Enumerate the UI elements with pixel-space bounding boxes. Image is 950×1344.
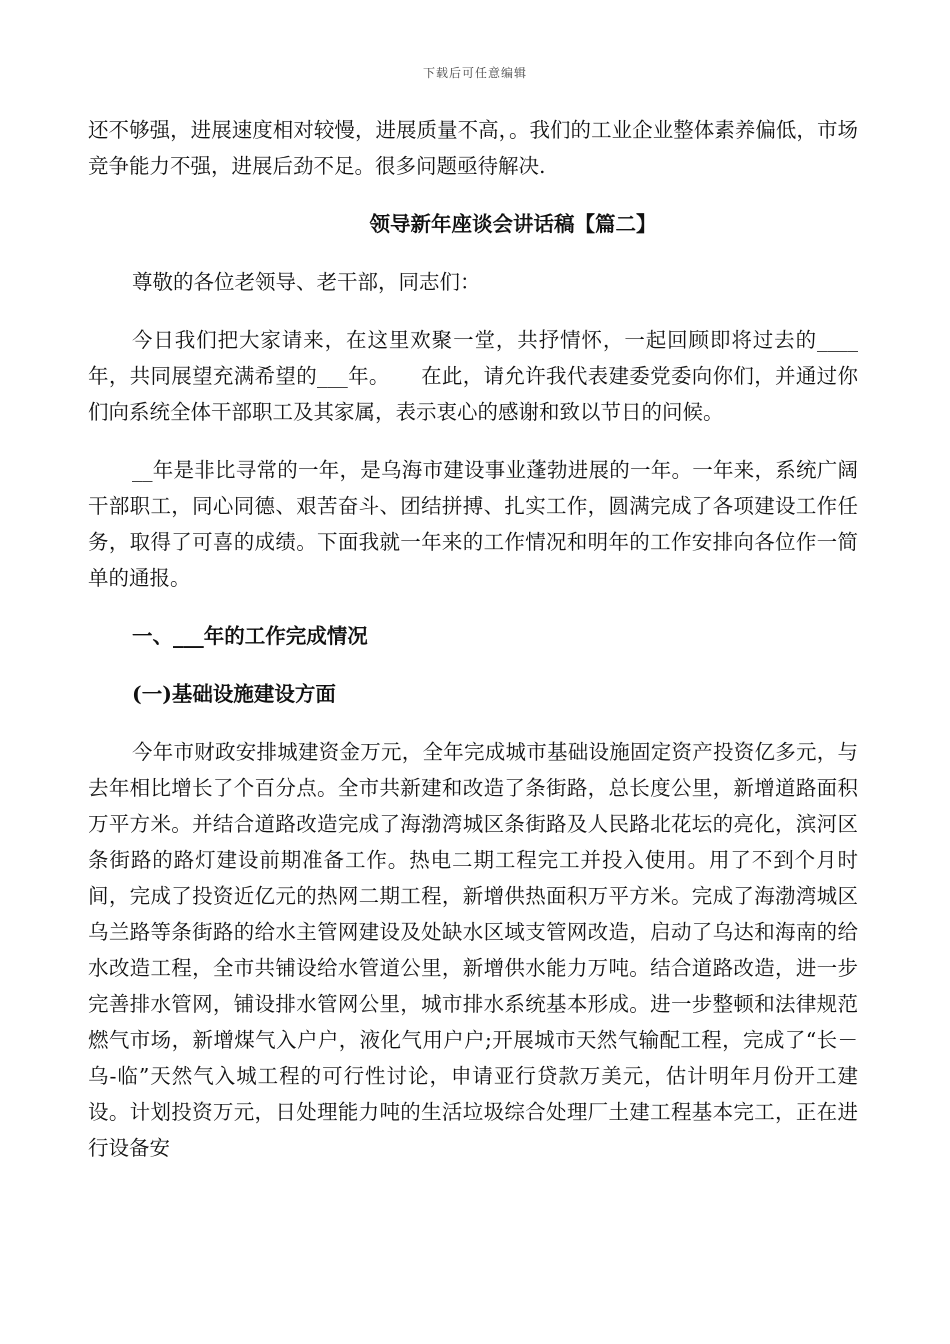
- infrastructure-paragraph: 今年市财政安排城建资金万元，全年完成城市基础设施固定资产投资亿多元，与去年相比增长了个百分点。全市共新建和改造了条街路，总长度公里，新增道路面积万平方米。并结合道路改造完成了海渤湾城区条街路及人民路北花坛的亮化，滨河区条街路的路灯建设前期准备工作。热电二期工程完工并投入使用。用了不到个月时间，完成了投资近亿元的热网二期工程，新增供热面积万平方米。完成了海渤湾城区乌兰路等条街路的给水主管网建设及处缺水区域支管网改造，启动了乌达和海南的给水改造工程，全市共铺设给水管道公里，新增供水能力万吨。结合道路改造，进一步完善排水管网，铺设排水管网公里，城市排水系统基本形成。进一步整顿和法律规范燃气市场，新增煤气入户户，液化气用户户;开展城市天然气输配工程，完成了“长－乌-临”天然气入城工程的可行性讨论，申请亚行贷款万美元，估计明年月份开工建设。计划投资万元，日处理能力吨的生活垃圾综合处理厂土建工程基本完工，正在进行设备安: [88, 740, 858, 1160]
- intro-paragraph: 今日我们把大家请来，在这里欢聚一堂，共抒情怀，一起回顾即将过去的____年，共同展望充满希望的___年。 在此，请允许我代表建委党委向你们，并通过你们向系统全体干部职工及其家属，表示衷心的感谢和致以节日的问候。: [88, 328, 858, 424]
- year-review-paragraph: __年是非比寻常的一年，是乌海市建设事业蓬勃进展的一年。一年来，系统广阔干部职工，同心同德、艰苦奋斗、团结拼搏、扎实工作，圆满完成了各项建设工作任务，取得了可喜的成绩。下面我就一年来的工作情况和明年的工作安排向各位作一简单的通报。: [88, 458, 858, 590]
- salutation: 尊敬的各位老领导、老干部，同志们：: [132, 270, 481, 294]
- heading-work-completion: 一、___年的工作完成情况: [132, 624, 368, 648]
- heading-infrastructure: (一)基础设施建设方面: [132, 682, 336, 706]
- section-title: 领导新年座谈会讲话稿【篇二】: [369, 212, 657, 236]
- continuation-paragraph: 还不够强，进展速度相对较慢，进展质量不高，。我们的工业企业整体素养偏低，市场竞争能力不强，进展后劲不足。很多问题亟待解决.: [88, 118, 858, 178]
- document-body: [88, 112, 858, 1188]
- page-header-note: 下载后可任意编辑: [422, 66, 527, 80]
